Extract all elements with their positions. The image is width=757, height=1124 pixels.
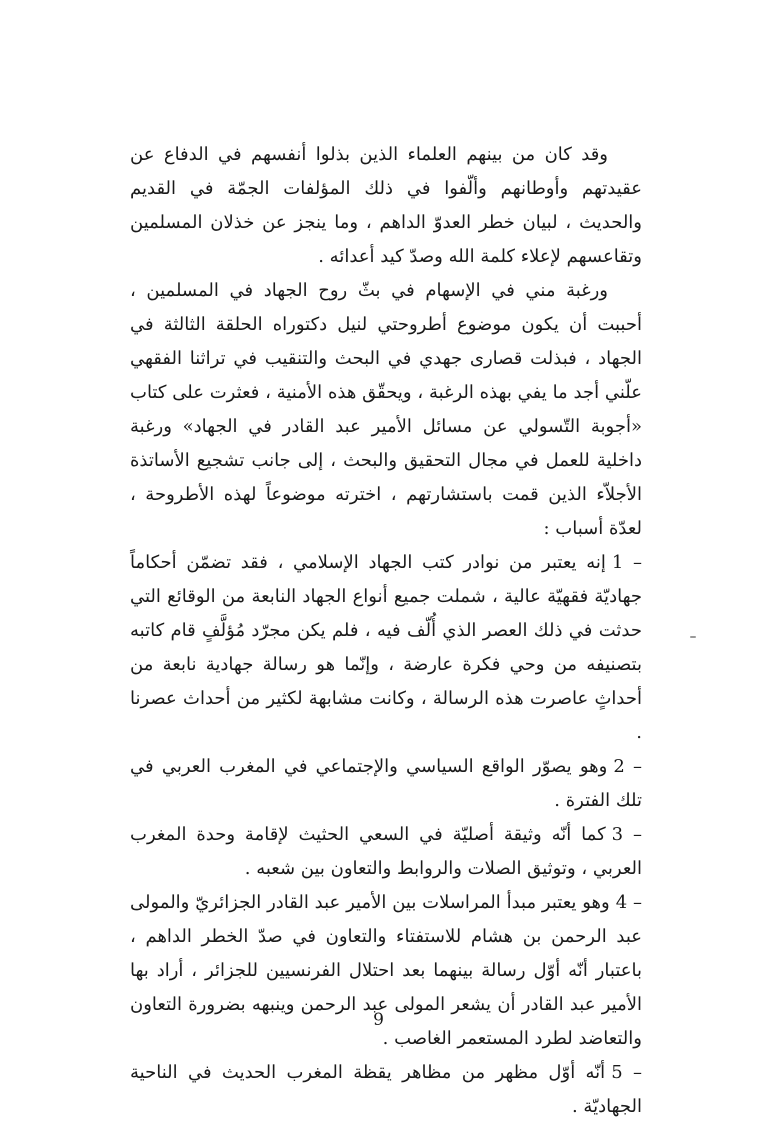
list-item-text: إنه يعتبر من نوادر كتب الجهاد الإسلامي ، فقد تضمّن أحكاماً جهاديّة فقهيّة عالية ، شملت جميع أنواع الجهاد النابعة من الوقائع التي حدثت في ذلك العصر الذي أُلّف فيه ، فلم يكن مجرّد مُؤلَّفٍ قام كاتبه بتصنيفه من وحي فكرة عارضة ، وإنّما هو رسالة جهادية نابعة من أحداثٍ عاصرت هذه الرسالة ، وكانت مشابهة لكثير من أحداث عصرنا . bbox=[130, 552, 642, 743]
list-item-text: أنّه أوّل مظهر من مظاهر يقظة المغرب الحديث في الناحية الجهاديّة . bbox=[130, 1062, 642, 1117]
list-item bbox=[130, 886, 642, 1056]
list-item-number: 3 – bbox=[611, 824, 643, 845]
list-item-text: كما أنّه وثيقة أصليّة في السعي الحثيث لإقامة وحدة المغرب العربي ، وتوثيق الصلات والروابط والتعاون بين شعبه . bbox=[130, 824, 642, 879]
scan-speck bbox=[690, 636, 696, 638]
list-item bbox=[130, 546, 642, 750]
list-item-number: 1 – bbox=[611, 552, 642, 573]
paragraph-intro: وقد كان من بينهم العلماء الذين بذلوا أنفسهم في الدفاع عن عقيدتهم وأوطانهم وألّفوا في ذلك المؤلفات الجمّة في القديم والحديث ، لبيان خطر العدوّ الداهم ، وما ينجز عن خذلان المسلمين وتقاعسهم لإعلاء كلمة الله وصدّ كيد أعدائه . bbox=[130, 144, 642, 267]
list-item-number: 2 – bbox=[613, 756, 642, 777]
page-number: 9 bbox=[373, 1010, 384, 1030]
list-item bbox=[130, 1056, 642, 1124]
list-item-text: وهو يصوّر الواقع السياسي والإجتماعي في المغرب العربي في تلك الفترة . bbox=[130, 756, 642, 811]
paragraph-motivation: ورغبة مني في الإسهام في بثّ روح الجهاد في المسلمين ، أحببت أن يكون موضوع أطروحتي لنيل دكتوراه الحلقة الثالثة في الجهاد ، فبذلت قصارى جهدي في البحث والتنقيب في تراثنا الفقهي علّني أجد ما يفي بهذه الرغبة ، ويحقّق هذه الأمنية ، فعثرت على كتاب «أجوبة التّسولي عن مسائل الأمير عبد القادر في الجهاد» ورغبة داخلية للعمل في مجال التحقيق والبحث ، إلى جانب تشجيع الأساتذة الأجلاّء الذين قمت باستشارتهم ، اخترته موضوعاً لهذه الأطروحة ، لعدّة أسباب : bbox=[130, 280, 642, 539]
list-item bbox=[130, 818, 642, 886]
reasons-list bbox=[130, 546, 642, 1124]
list-item-text: وهو يعتبر مبدأ المراسلات بين الأمير عبد القادر الجزائريّ والمولى عبد الرحمن بن هشام للاستفتاء والتعاون في صدّ الخطر الداهم ، باعتبار أنّه أوّل رسالة بينهما بعد احتلال الفرنسيين للجزائر ، أراد بها الأمير عبد القادر أن يشعر المولى عبد الرحمن وينبهه بضرورة التعاون والتعاضد لطرد المستعمر الغاصب . bbox=[130, 892, 642, 1049]
list-item bbox=[130, 750, 642, 818]
list-item-number: 5 – bbox=[611, 1062, 642, 1083]
page-body bbox=[130, 138, 642, 1124]
list-item-number: 4 – bbox=[615, 892, 642, 913]
